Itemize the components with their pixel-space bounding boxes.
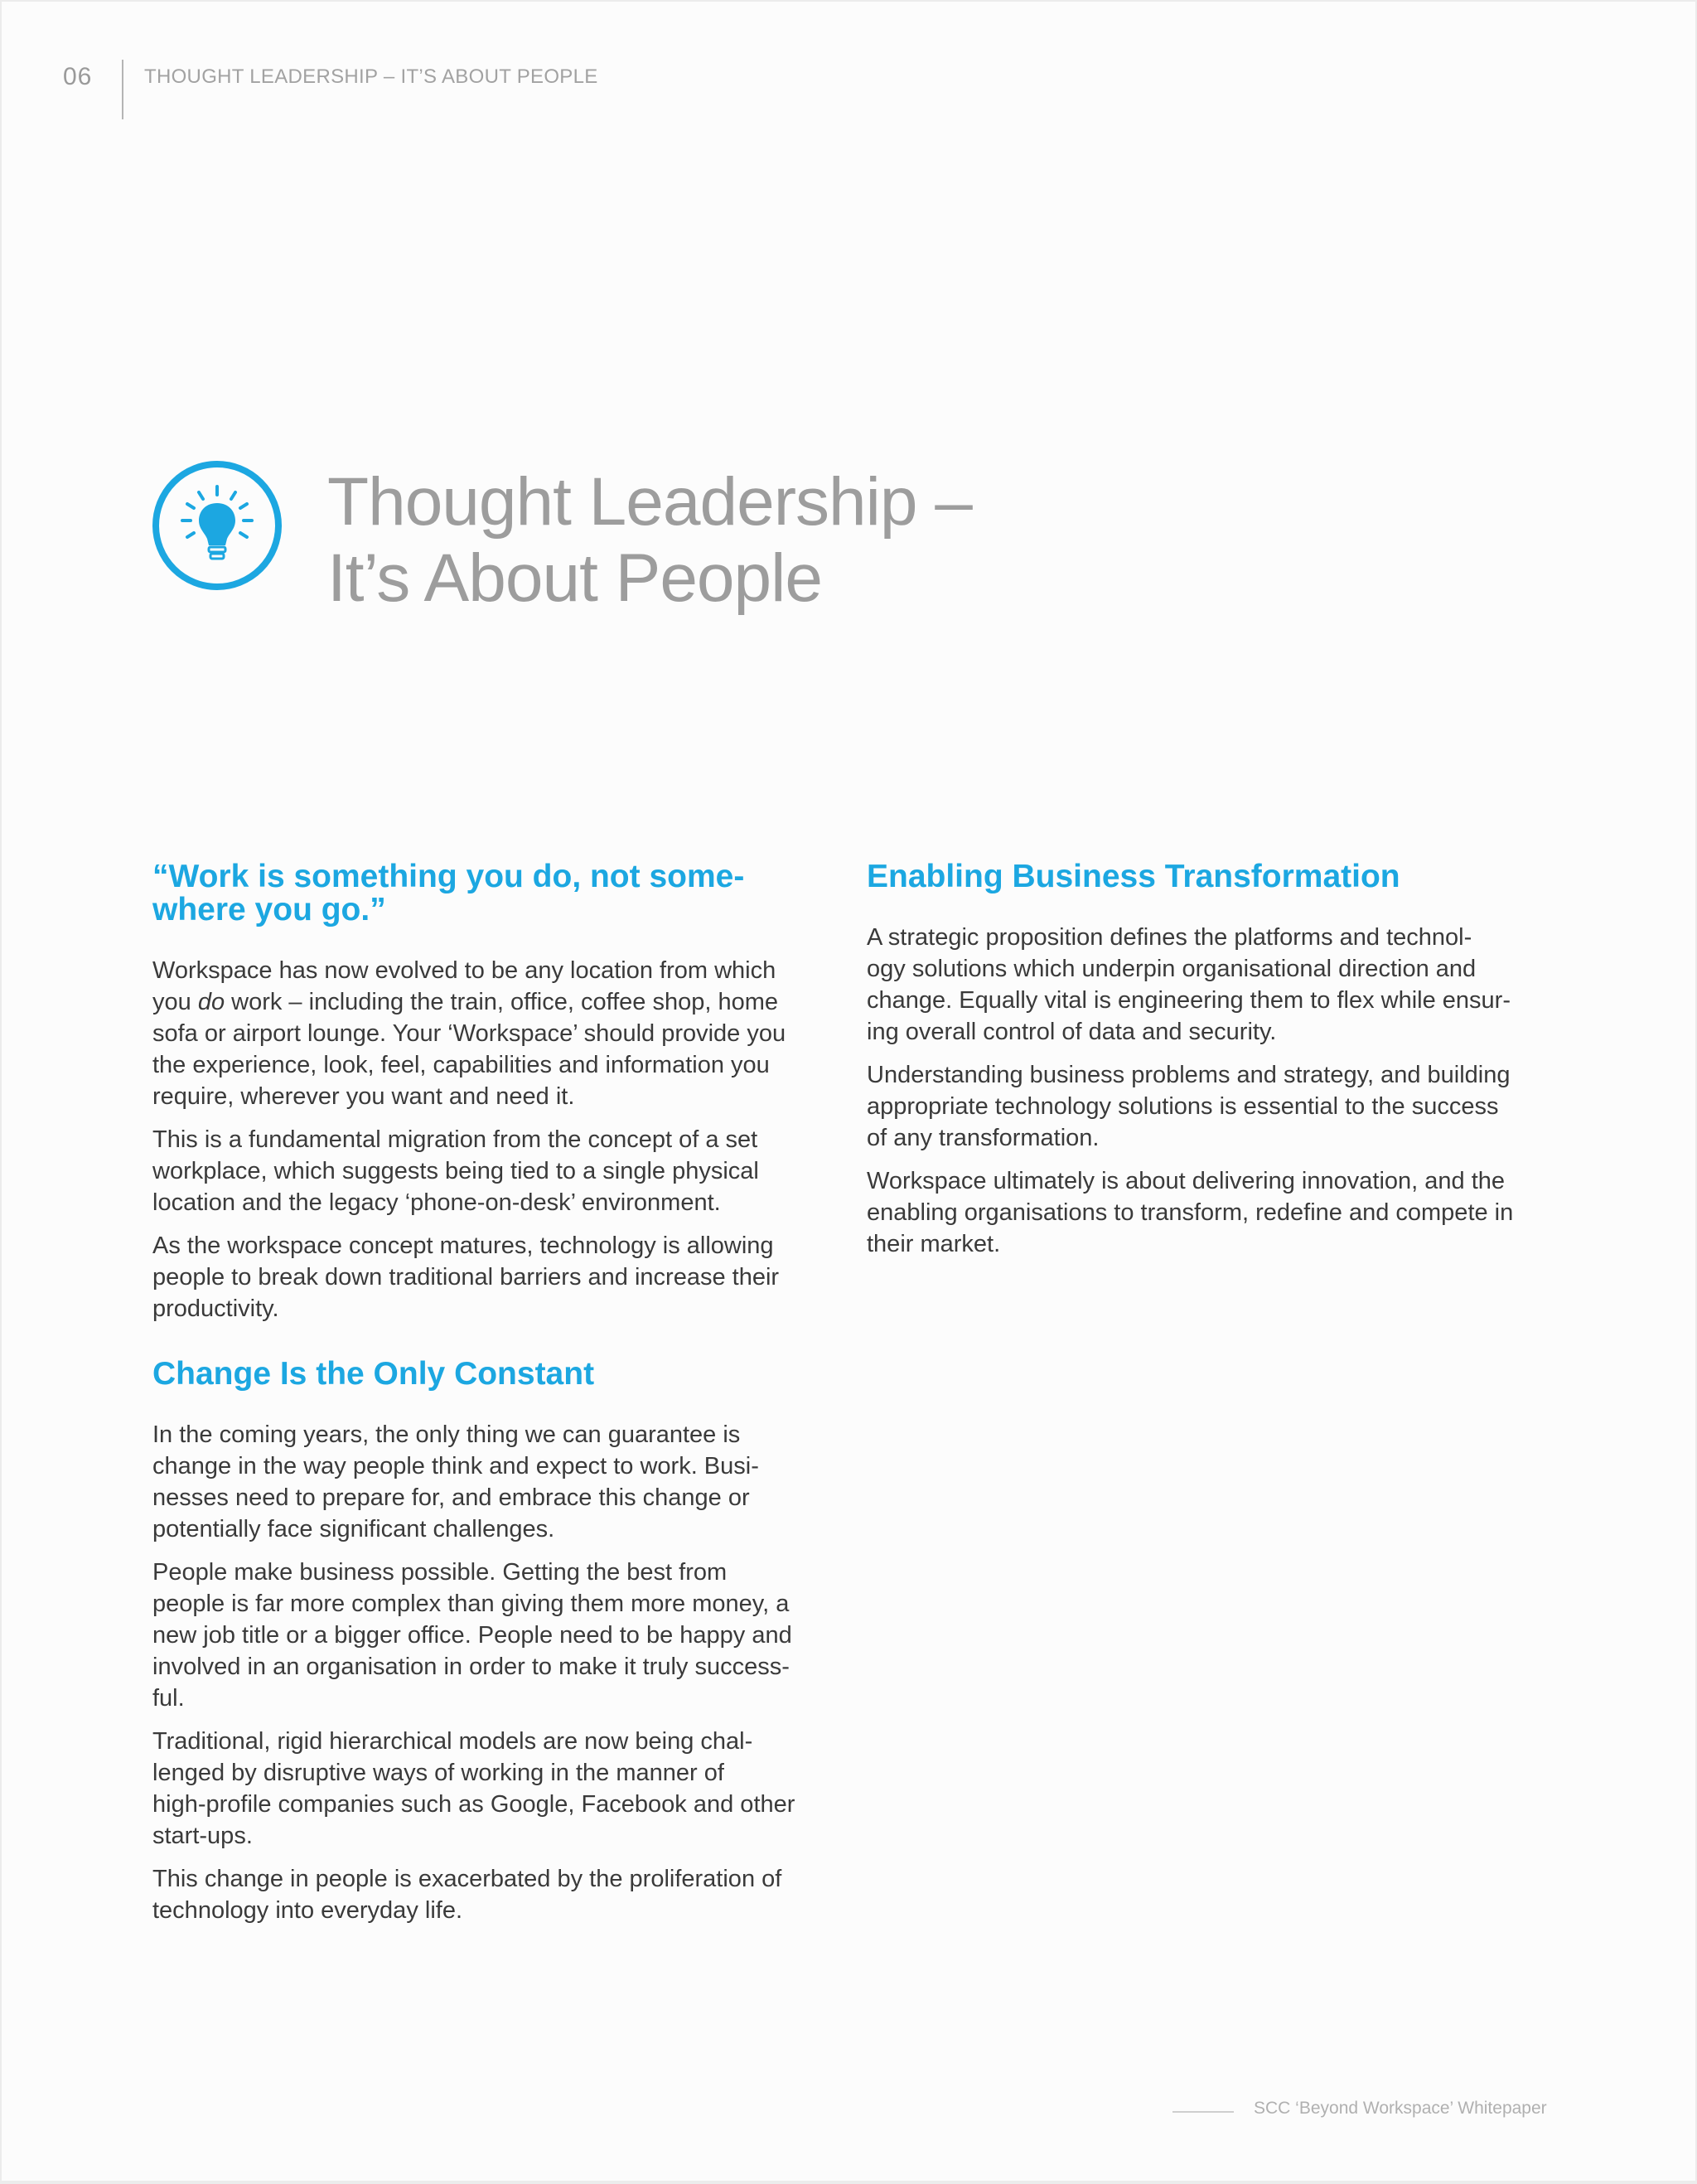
paragraph: In the coming years, the only thing we can guarantee is change in the way people think and expect to work. Busi- nesses need to prepare for, and embrace this change or potentially face significant challenges. <box>152 1421 759 1542</box>
page-title <box>327 464 972 617</box>
paragraph: Workspace ultimately is about delivering innovation, and the enabling organisations to transform, redefine and compete in their market. <box>867 1168 1514 1257</box>
title-line-1: Thought Leadership – <box>327 464 972 540</box>
paragraph: Traditional, rigid hierarchical models are now being chal- lenged by disruptive ways of working in the manner of high-profile companies such as Google, Facebook and other start-ups. <box>152 1728 795 1849</box>
paragraph: People make business possible. Getting the best from people is far more complex than giving them more money, a new job title or a bigger office. People need to be happy and involved in an organisation in order to make it truly success- ful. <box>152 1559 792 1712</box>
title-line-2: It’s About People <box>327 540 822 616</box>
section-heading-change: Change Is the Only Constant <box>152 1356 595 1392</box>
paragraph: This change in people is exacerbated by the proliferation of technology into everyday life. <box>152 1866 782 1924</box>
paragraph: A strategic proposition defines the platforms and technol- ogy solutions which underpin organisational direction and change. Equally vital is engineering them to flex while ensur- ing overall control of data and security. <box>867 924 1511 1045</box>
footer-text: SCC ‘Beyond Workspace’ Whitepaper <box>1254 2099 1547 2118</box>
right-column <box>867 857 1554 1271</box>
page-number: 06 <box>63 63 93 90</box>
lightbulb-icon <box>151 459 283 592</box>
left-column <box>152 857 840 1938</box>
paragraph: Understanding business problems and strategy, and building appropriate technology solutions is essential to the success of any transformation. <box>867 1062 1511 1151</box>
paragraph: As the workspace concept matures, technology is allowing people to break down traditional barriers and increase their productivity. <box>152 1232 780 1322</box>
paragraph: This is a fundamental migration from the concept of a set workplace, which suggests being tied to a single physical location and the legacy ‘phone-on-desk’ environment. <box>152 1126 759 1216</box>
running-header: THOUGHT LEADERSHIP – IT’S ABOUT PEOPLE <box>144 65 598 88</box>
footer-rule <box>1172 2111 1234 2113</box>
document-page <box>2 2 1695 2181</box>
header-divider <box>122 60 123 119</box>
quote-heading: “Work is something you do, not some- where you go.” <box>152 859 745 927</box>
section-heading-transformation: Enabling Business Transformation <box>867 859 1400 894</box>
paragraph: Workspace has now evolved to be any location from which you do work – including the train, office, coffee shop, home sofa or airport lounge. Your ‘Workspace’ should provide you the experience, look, feel, capabilities and information you require, wherever you want and need it. <box>152 957 786 1110</box>
